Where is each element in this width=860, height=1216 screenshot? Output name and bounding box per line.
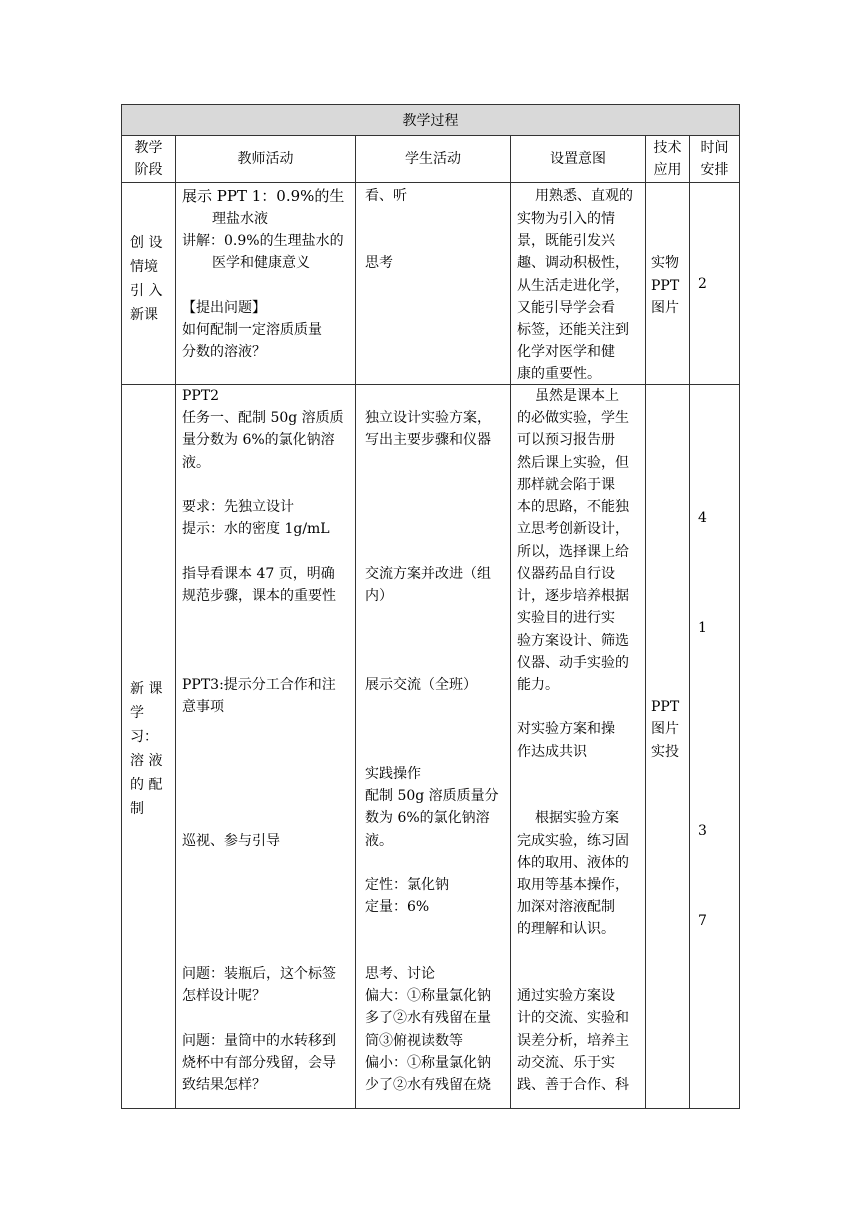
teacher-line: 理盐水液 (212, 211, 268, 227)
student-line: 多了②水有残留在量 (365, 1010, 491, 1026)
tech-line: PPT (651, 699, 680, 715)
intent-line: 完成实验，练习固 (517, 833, 629, 849)
teacher-line: 意事项 (182, 699, 224, 715)
intent-line: 计的交流、实验和 (517, 1010, 629, 1026)
intent-line: 加深对溶液配制 (517, 899, 615, 915)
stage-cell (122, 385, 176, 1109)
intent-line: 趣、调动积极性， (517, 255, 629, 271)
header-teacher: 教师活动 (176, 136, 356, 183)
intent-line: 虽然是课本上 (535, 388, 619, 404)
student-line: 独立设计实验方案， (365, 410, 491, 426)
student-line: 数为 6%的氯化钠溶 (365, 810, 490, 826)
time-value: 2 (698, 276, 707, 292)
stage-line: 新课 (130, 307, 158, 323)
student-line: 交流方案并改进（组 (365, 566, 491, 582)
stage-line: 新 课 (130, 681, 163, 697)
intent-line: 可以预习报告册 (517, 432, 615, 448)
time-value: 7 (698, 913, 707, 929)
table-title: 教学过程 (122, 105, 740, 136)
teacher-line: PPT3:提示分工合作和注 (182, 677, 336, 693)
teacher-line: 液。 (182, 455, 210, 471)
student-line: 配制 50g 溶质质量分 (365, 788, 499, 804)
header-row (122, 136, 740, 183)
table-row (122, 385, 740, 1109)
teacher-line: 提示：水的密度 1g/mL (182, 521, 330, 537)
tech-line: 图片 (651, 721, 679, 737)
student-line: 定量：6% (365, 899, 430, 915)
intent-line: 验方案设计、筛选 (517, 633, 629, 649)
teaching-process-table (121, 104, 740, 1109)
teacher-line: 讲解：0.9%的生理盐水的 (182, 233, 344, 249)
table-row (122, 183, 740, 385)
teacher-line: 问题：量筒中的水转移到 (182, 1033, 336, 1049)
intent-line: 仪器、动手实验的 (517, 655, 629, 671)
header-tech: 技术 应用 (646, 136, 690, 183)
teacher-line: 规范步骤，课本的重要性 (182, 588, 336, 604)
teacher-line: 任务一、配制 50g 溶质质 (182, 410, 344, 426)
student-line: 写出主要步骤和仪器 (365, 432, 491, 448)
intent-line: 又能引导学会看 (517, 300, 615, 316)
teacher-line: 问题：装瓶后，这个标签 (182, 966, 336, 982)
student-line: 少了②水有残留在烧 (365, 1077, 491, 1093)
intent-line: 康的重要性。 (517, 366, 601, 382)
teacher-line: 烧杯中有部分残留，会导 (182, 1055, 336, 1071)
intent-line: 能力。 (517, 677, 559, 693)
teacher-line: 要求：先独立设计 (182, 499, 294, 515)
time-value: 1 (698, 620, 707, 636)
intent-line: 本的思路，不能独 (517, 499, 629, 515)
intent-line: 标签，还能关注到 (517, 322, 629, 338)
teacher-line: 巡视、参与引导 (182, 833, 280, 849)
intent-line: 用熟悉、直观的 (535, 188, 633, 204)
intent-line: 误差分析，培养主 (517, 1033, 629, 1049)
intent-line: 通过实验方案设 (517, 988, 615, 1004)
tech-cell (646, 385, 690, 1109)
teacher-line: 如何配制一定溶质质量 (182, 322, 322, 338)
intent-line: 取用等基本操作， (517, 877, 629, 893)
student-line: 偏大：①称量氯化钠 (365, 988, 491, 1004)
student-line: 偏小：①称量氯化钠 (365, 1055, 491, 1071)
intent-line: 践、善于合作、科 (517, 1077, 629, 1093)
teacher-line: 医学和健康意义 (212, 255, 310, 271)
stage-line: 引 入 (130, 283, 163, 299)
intent-line: 根据实验方案 (535, 810, 619, 826)
title-row (122, 105, 740, 136)
header-stage: 教学 阶段 (122, 136, 176, 183)
intent-line: 的理解和认识。 (517, 921, 615, 937)
teacher-line: PPT2 (182, 388, 220, 404)
tech-cell (646, 183, 690, 385)
stage-line: 创 设 (130, 235, 163, 251)
intent-line: 那样就会陷于课 (517, 477, 615, 493)
intent-cell (511, 183, 646, 385)
tech-line: 图片 (651, 300, 679, 316)
intent-cell (511, 385, 646, 1109)
student-line: 展示交流（全班） (365, 677, 477, 693)
student-line: 筒③俯视读数等 (365, 1033, 463, 1049)
stage-line: 制 (130, 801, 144, 817)
stage-cell (122, 183, 176, 385)
stage-line: 的 配 (130, 777, 163, 793)
student-line: 液。 (365, 833, 393, 849)
intent-line: 动交流、乐于实 (517, 1055, 615, 1071)
stage-line: 溶 液 (130, 753, 163, 769)
time-value: 3 (698, 823, 707, 839)
stage-line: 学习： (130, 705, 158, 745)
teacher-line: 展示 PPT 1：0.9%的生 (182, 187, 345, 205)
intent-line: 实验目的进行实 (517, 610, 615, 626)
time-cell (690, 183, 740, 385)
tech-line: 实物 (651, 255, 679, 271)
intent-line: 对实验方案和操 (517, 721, 615, 737)
time-cell (690, 385, 740, 1109)
tech-line: PPT (651, 278, 680, 294)
stage-line: 情境 (130, 259, 158, 275)
student-line: 看、听 (365, 188, 407, 204)
intent-line: 作达成共识 (517, 744, 587, 760)
intent-line: 化学对医学和健 (517, 344, 615, 360)
intent-line: 体的取用、液体的 (517, 855, 629, 871)
teacher-cell (176, 183, 356, 385)
teacher-line: 指导看课本 47 页，明确 (182, 566, 335, 582)
student-line: 思考 (365, 255, 393, 271)
student-line: 定性：氯化钠 (365, 877, 449, 893)
teacher-cell (176, 385, 356, 1109)
intent-line: 从生活走进化学， (517, 278, 629, 294)
teacher-line: 量分数为 6%的氯化钠溶 (182, 432, 335, 448)
student-cell (356, 183, 511, 385)
header-intent: 设置意图 (511, 136, 646, 183)
student-line: 实践操作 (365, 766, 421, 782)
time-value: 4 (698, 510, 707, 526)
intent-line: 仪器药品自行设 (517, 566, 615, 582)
intent-line: 实物为引入的情 (517, 211, 615, 227)
student-line: 思考、讨论 (365, 966, 435, 982)
intent-line: 计，逐步培养根据 (517, 588, 629, 604)
student-line: 内） (365, 588, 393, 604)
intent-line: 景，既能引发兴 (517, 233, 615, 249)
header-student: 学生活动 (356, 136, 511, 183)
intent-line: 的必做实验，学生 (517, 410, 629, 426)
tech-line: 实投 (651, 744, 679, 760)
teacher-line: 【提出问题】 (182, 300, 266, 316)
teacher-line: 致结果怎样？ (182, 1077, 266, 1093)
intent-line: 所以，选择课上给 (517, 544, 629, 560)
student-cell (356, 385, 511, 1109)
header-time: 时间 安排 (690, 136, 740, 183)
teacher-line: 怎样设计呢？ (182, 988, 266, 1004)
intent-line: 立思考创新设计， (517, 521, 629, 537)
intent-line: 然后课上实验，但 (517, 455, 629, 471)
teacher-line: 分数的溶液？ (182, 344, 266, 360)
